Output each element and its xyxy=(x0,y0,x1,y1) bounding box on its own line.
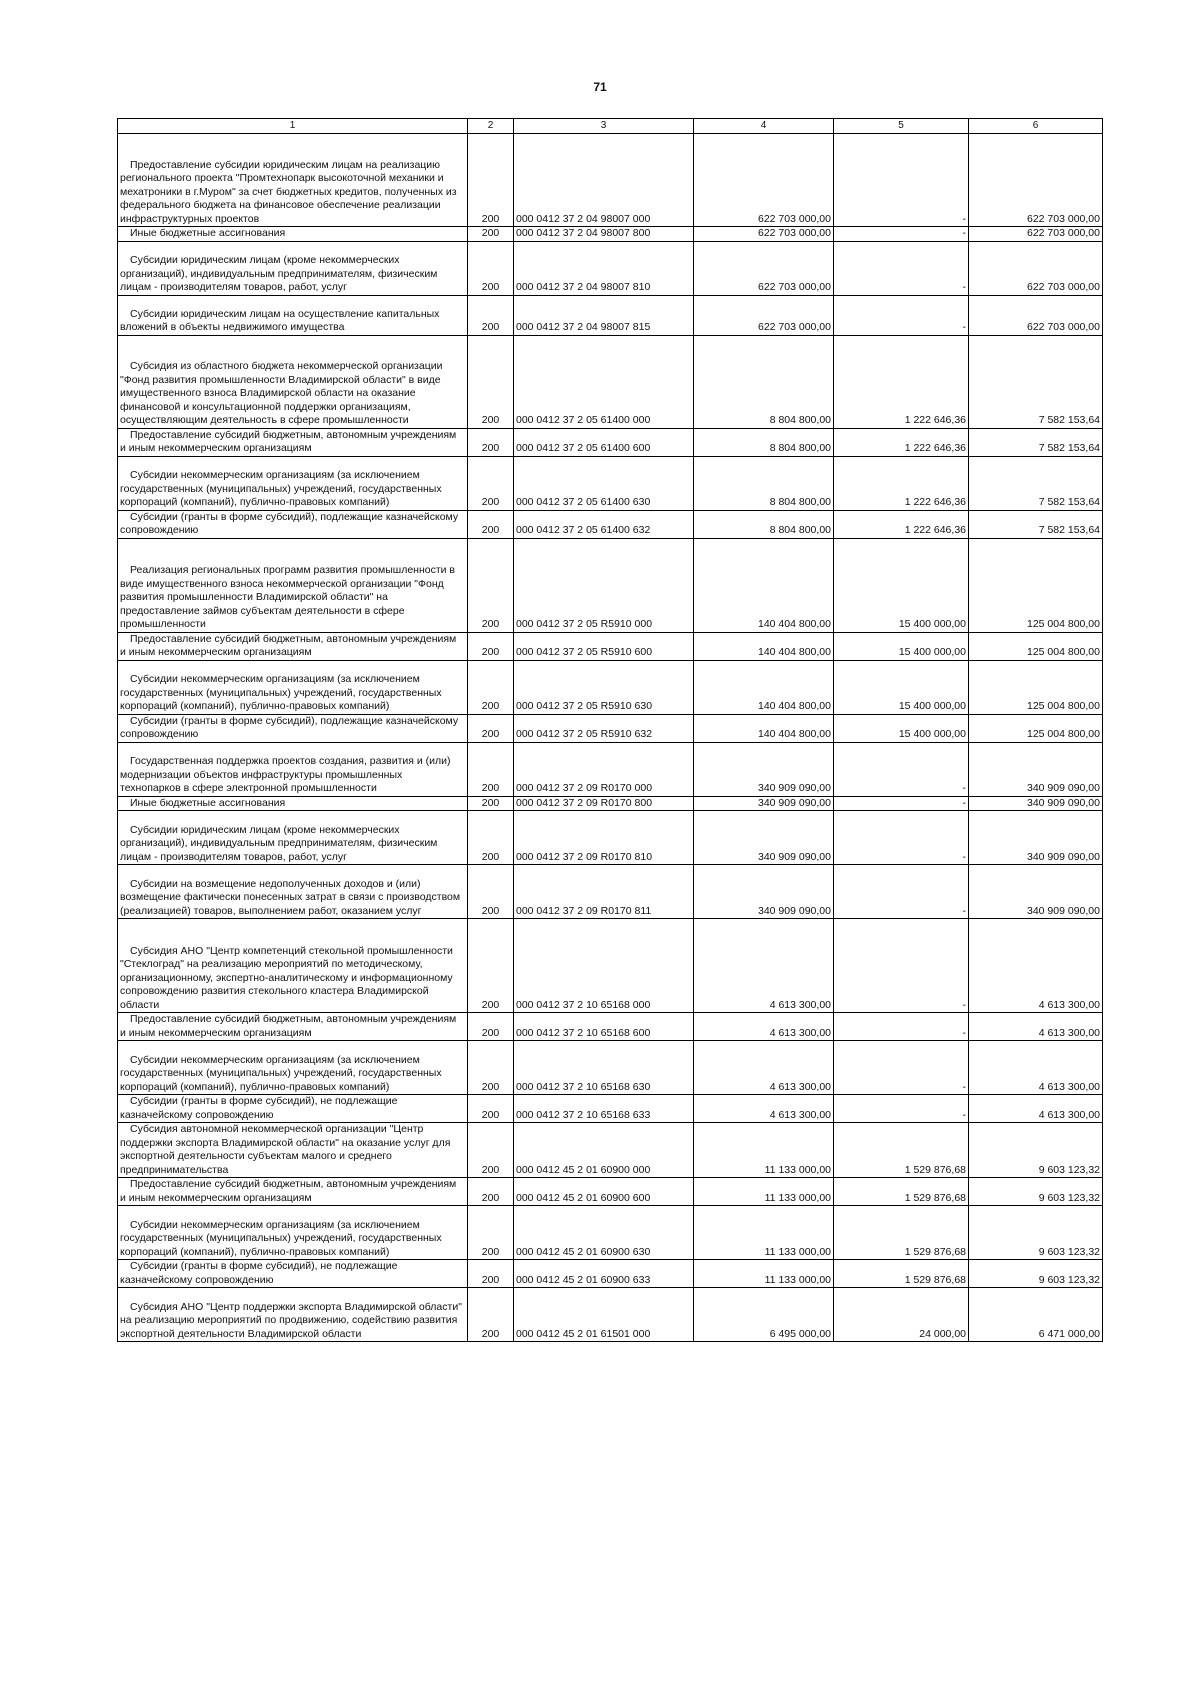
row-admin-code: 200 xyxy=(468,1123,514,1178)
row-amount-6: 9 603 123,32 xyxy=(969,1260,1103,1288)
table-row xyxy=(118,227,1103,242)
table-row xyxy=(118,335,1103,428)
row-admin-code: 200 xyxy=(468,660,514,714)
row-admin-code: 200 xyxy=(468,456,514,510)
row-amount-4: 11 133 000,00 xyxy=(694,1260,834,1288)
row-amount-6: 4 613 300,00 xyxy=(969,1041,1103,1095)
row-name: Субсидия АНО "Центр компетенций стекольной промышленности "Стеклоград" на реализацию мероприятий по методическому, организационному, экспертно-аналитическому и информационному сопровождению развития стекольного кластера Владимирской области xyxy=(118,919,468,1013)
column-header-1: 1 xyxy=(118,119,468,134)
table-row xyxy=(118,714,1103,742)
row-amount-4: 8 804 800,00 xyxy=(694,510,834,538)
row-budget-code: 000 0412 45 2 01 60900 000 xyxy=(514,1123,694,1178)
row-budget-code: 000 0412 37 2 10 65168 000 xyxy=(514,919,694,1013)
row-amount-5: - xyxy=(834,241,969,295)
row-admin-code: 200 xyxy=(468,742,514,796)
row-admin-code: 200 xyxy=(468,335,514,428)
row-name: Предоставление субсидии юридическим лицам на реализацию регионального проекта "Промтехнопарк высокоточной механики и мехатроники в г.Муром" за счет бюджетных кредитов, полученных из федерального бюджета на финансовое обеспечение реализации инфраструктурных проектов xyxy=(118,134,468,227)
row-amount-4: 11 133 000,00 xyxy=(694,1123,834,1178)
row-amount-5: - xyxy=(834,295,969,335)
row-amount-5: 15 400 000,00 xyxy=(834,714,969,742)
row-name: Предоставление субсидий бюджетным, автономным учреждениям и иным некоммерческим организациям xyxy=(118,1013,468,1041)
row-admin-code: 200 xyxy=(468,134,514,227)
row-name: Субсидии юридическим лицам на осуществление капитальных вложений в объекты недвижимого имущества xyxy=(118,295,468,335)
row-budget-code: 000 0412 37 2 05 61400 600 xyxy=(514,428,694,456)
row-amount-4: 11 133 000,00 xyxy=(694,1178,834,1206)
row-amount-4: 140 404 800,00 xyxy=(694,632,834,660)
row-amount-6: 125 004 800,00 xyxy=(969,660,1103,714)
row-admin-code: 200 xyxy=(468,1095,514,1123)
column-header-5: 5 xyxy=(834,119,969,134)
row-amount-6: 340 909 090,00 xyxy=(969,865,1103,919)
row-admin-code: 200 xyxy=(468,1178,514,1206)
table-row xyxy=(118,796,1103,811)
row-amount-5: 24 000,00 xyxy=(834,1288,969,1342)
row-budget-code: 000 0412 37 2 05 R5910 600 xyxy=(514,632,694,660)
row-name: Субсидии некоммерческим организациям (за исключением государственных (муниципальных) учреждений, государственных корпораций (компаний), публично-правовых компаний) xyxy=(118,1206,468,1260)
row-amount-4: 4 613 300,00 xyxy=(694,1041,834,1095)
budget-table-body xyxy=(118,119,1103,1342)
budget-table xyxy=(117,118,1103,1342)
table-row xyxy=(118,1288,1103,1342)
table-row xyxy=(118,538,1103,632)
row-amount-5: 1 529 876,68 xyxy=(834,1260,969,1288)
row-budget-code: 000 0412 37 2 04 98007 810 xyxy=(514,241,694,295)
row-amount-6: 4 613 300,00 xyxy=(969,1095,1103,1123)
row-admin-code: 200 xyxy=(468,538,514,632)
row-amount-5: - xyxy=(834,1041,969,1095)
row-name: Субсидии некоммерческим организациям (за исключением государственных (муниципальных) учреждений, государственных корпораций (компаний), публично-правовых компаний) xyxy=(118,660,468,714)
row-amount-4: 4 613 300,00 xyxy=(694,919,834,1013)
row-amount-4: 8 804 800,00 xyxy=(694,428,834,456)
row-name: Предоставление субсидий бюджетным, автономным учреждениям и иным некоммерческим организациям xyxy=(118,428,468,456)
row-name: Субсидии на возмещение недополученных доходов и (или) возмещение фактически понесенных затрат в связи с производством (реализацией) товаров, выполнением работ, оказанием услуг xyxy=(118,865,468,919)
row-budget-code: 000 0412 45 2 01 61501 000 xyxy=(514,1288,694,1342)
row-name: Реализация региональных программ развития промышленности в виде имущественного взноса некоммерческой организации "Фонд развития промышленности Владимирской области" на предоставление займов субъектам деятельности в сфере промышленности xyxy=(118,538,468,632)
row-budget-code: 000 0412 37 2 04 98007 800 xyxy=(514,227,694,242)
row-budget-code: 000 0412 37 2 10 65168 630 xyxy=(514,1041,694,1095)
row-amount-5: - xyxy=(834,1095,969,1123)
row-name: Субсидии (гранты в форме субсидий), не подлежащие казначейскому сопровождению xyxy=(118,1095,468,1123)
row-amount-4: 140 404 800,00 xyxy=(694,714,834,742)
row-amount-5: - xyxy=(834,134,969,227)
row-amount-5: 1 222 646,36 xyxy=(834,335,969,428)
row-name: Субсидии (гранты в форме субсидий), подлежащие казначейскому сопровождению xyxy=(118,510,468,538)
row-name: Субсидия АНО "Центр поддержки экспорта Владимирской области" на реализацию мероприятий по продвижению, содействию развития экспортной деятельности Владимирской области xyxy=(118,1288,468,1342)
row-name: Государственная поддержка проектов создания, развития и (или) модернизации объектов инфраструктуры промышленных технопарков в сфере электронной промышленности xyxy=(118,742,468,796)
table-row xyxy=(118,428,1103,456)
row-amount-4: 8 804 800,00 xyxy=(694,456,834,510)
row-amount-5: - xyxy=(834,811,969,865)
row-amount-4: 4 613 300,00 xyxy=(694,1013,834,1041)
row-budget-code: 000 0412 37 2 09 R0170 811 xyxy=(514,865,694,919)
row-admin-code: 200 xyxy=(468,241,514,295)
row-name: Субсидии (гранты в форме субсидий), не подлежащие казначейскому сопровождению xyxy=(118,1260,468,1288)
row-amount-6: 9 603 123,32 xyxy=(969,1206,1103,1260)
row-name: Субсидия из областного бюджета некоммерческой организации "Фонд развития промышленности Владимирской области" в виде имущественного взноса Владимирской области на оказание финансовой и консультационной поддержки организациям, осуществляющим деятельность в сфере промышленности xyxy=(118,335,468,428)
row-amount-4: 622 703 000,00 xyxy=(694,227,834,242)
row-budget-code: 000 0412 37 2 09 R0170 800 xyxy=(514,796,694,811)
header-row xyxy=(118,119,1103,134)
table-row xyxy=(118,1041,1103,1095)
row-amount-6: 7 582 153,64 xyxy=(969,335,1103,428)
row-amount-5: 15 400 000,00 xyxy=(834,538,969,632)
row-amount-5: - xyxy=(834,919,969,1013)
row-admin-code: 200 xyxy=(468,1206,514,1260)
row-amount-6: 125 004 800,00 xyxy=(969,632,1103,660)
row-amount-6: 622 703 000,00 xyxy=(969,295,1103,335)
row-amount-5: 1 529 876,68 xyxy=(834,1206,969,1260)
row-amount-6: 125 004 800,00 xyxy=(969,714,1103,742)
row-budget-code: 000 0412 45 2 01 60900 600 xyxy=(514,1178,694,1206)
row-amount-5: - xyxy=(834,865,969,919)
row-name: Субсидии некоммерческим организациям (за исключением государственных (муниципальных) учреждений, государственных корпораций (компаний), публично-правовых компаний) xyxy=(118,1041,468,1095)
row-amount-5: - xyxy=(834,742,969,796)
row-amount-6: 622 703 000,00 xyxy=(969,134,1103,227)
row-amount-4: 622 703 000,00 xyxy=(694,295,834,335)
row-budget-code: 000 0412 37 2 05 61400 630 xyxy=(514,456,694,510)
row-amount-5: 15 400 000,00 xyxy=(834,632,969,660)
row-amount-6: 9 603 123,32 xyxy=(969,1123,1103,1178)
row-name: Предоставление субсидий бюджетным, автономным учреждениям и иным некоммерческим организациям xyxy=(118,1178,468,1206)
row-amount-4: 11 133 000,00 xyxy=(694,1206,834,1260)
row-admin-code: 200 xyxy=(468,1013,514,1041)
row-budget-code: 000 0412 37 2 04 98007 815 xyxy=(514,295,694,335)
row-amount-6: 622 703 000,00 xyxy=(969,227,1103,242)
table-row xyxy=(118,865,1103,919)
row-admin-code: 200 xyxy=(468,227,514,242)
table-row xyxy=(118,1013,1103,1041)
row-amount-6: 340 909 090,00 xyxy=(969,796,1103,811)
row-admin-code: 200 xyxy=(468,714,514,742)
row-admin-code: 200 xyxy=(468,1288,514,1342)
table-row xyxy=(118,241,1103,295)
row-amount-4: 140 404 800,00 xyxy=(694,660,834,714)
table-row xyxy=(118,919,1103,1013)
table-row xyxy=(118,632,1103,660)
table-row xyxy=(118,1260,1103,1288)
row-amount-5: 1 222 646,36 xyxy=(834,428,969,456)
row-name: Иные бюджетные ассигнования xyxy=(118,227,468,242)
row-amount-5: 1 222 646,36 xyxy=(834,456,969,510)
row-amount-4: 340 909 090,00 xyxy=(694,811,834,865)
row-amount-4: 140 404 800,00 xyxy=(694,538,834,632)
column-header-3: 3 xyxy=(514,119,694,134)
row-budget-code: 000 0412 37 2 04 98007 000 xyxy=(514,134,694,227)
row-name: Субсидия автономной некоммерческой организации "Центр поддержки экспорта Владимирской области" на оказание услуг для экспортной деятельности субъектам малого и среднего предпринимательства xyxy=(118,1123,468,1178)
row-admin-code: 200 xyxy=(468,1260,514,1288)
row-amount-6: 7 582 153,64 xyxy=(969,456,1103,510)
row-name: Субсидии (гранты в форме субсидий), подлежащие казначейскому сопровождению xyxy=(118,714,468,742)
row-budget-code: 000 0412 37 2 10 65168 633 xyxy=(514,1095,694,1123)
row-amount-4: 340 909 090,00 xyxy=(694,742,834,796)
row-admin-code: 200 xyxy=(468,865,514,919)
row-amount-6: 7 582 153,64 xyxy=(969,510,1103,538)
row-admin-code: 200 xyxy=(468,295,514,335)
row-amount-4: 340 909 090,00 xyxy=(694,796,834,811)
row-budget-code: 000 0412 37 2 09 R0170 810 xyxy=(514,811,694,865)
table-row xyxy=(118,742,1103,796)
table-row xyxy=(118,134,1103,227)
row-budget-code: 000 0412 37 2 05 61400 632 xyxy=(514,510,694,538)
table-row xyxy=(118,1206,1103,1260)
row-admin-code: 200 xyxy=(468,510,514,538)
row-amount-4: 6 495 000,00 xyxy=(694,1288,834,1342)
row-amount-6: 4 613 300,00 xyxy=(969,1013,1103,1041)
row-amount-6: 340 909 090,00 xyxy=(969,742,1103,796)
table-row xyxy=(118,811,1103,865)
row-amount-4: 340 909 090,00 xyxy=(694,865,834,919)
row-admin-code: 200 xyxy=(468,811,514,865)
row-name: Субсидии некоммерческим организациям (за исключением государственных (муниципальных) учреждений, государственных корпораций (компаний), публично-правовых компаний) xyxy=(118,456,468,510)
row-amount-5: 1 529 876,68 xyxy=(834,1178,969,1206)
row-amount-4: 4 613 300,00 xyxy=(694,1095,834,1123)
row-amount-4: 8 804 800,00 xyxy=(694,335,834,428)
table-row xyxy=(118,456,1103,510)
row-name: Предоставление субсидий бюджетным, автономным учреждениям и иным некоммерческим организациям xyxy=(118,632,468,660)
table-row xyxy=(118,1123,1103,1178)
row-budget-code: 000 0412 37 2 05 61400 000 xyxy=(514,335,694,428)
row-amount-6: 4 613 300,00 xyxy=(969,919,1103,1013)
row-amount-6: 7 582 153,64 xyxy=(969,428,1103,456)
row-amount-6: 9 603 123,32 xyxy=(969,1178,1103,1206)
table-row xyxy=(118,510,1103,538)
row-admin-code: 200 xyxy=(468,428,514,456)
row-amount-5: 15 400 000,00 xyxy=(834,660,969,714)
row-budget-code: 000 0412 37 2 05 R5910 630 xyxy=(514,660,694,714)
row-name: Субсидии юридическим лицам (кроме некоммерческих организаций), индивидуальным предпринимателям, физическим лицам - производителям товаров, работ, услуг xyxy=(118,811,468,865)
row-amount-5: 1 222 646,36 xyxy=(834,510,969,538)
table-row xyxy=(118,1095,1103,1123)
row-amount-5: 1 529 876,68 xyxy=(834,1123,969,1178)
row-amount-4: 622 703 000,00 xyxy=(694,134,834,227)
row-amount-6: 125 004 800,00 xyxy=(969,538,1103,632)
row-amount-6: 340 909 090,00 xyxy=(969,811,1103,865)
row-budget-code: 000 0412 37 2 09 R0170 000 xyxy=(514,742,694,796)
row-admin-code: 200 xyxy=(468,632,514,660)
column-header-4: 4 xyxy=(694,119,834,134)
row-amount-5: - xyxy=(834,227,969,242)
row-budget-code: 000 0412 45 2 01 60900 630 xyxy=(514,1206,694,1260)
row-amount-5: - xyxy=(834,1013,969,1041)
row-admin-code: 200 xyxy=(468,919,514,1013)
page-number: 71 xyxy=(593,80,607,94)
row-budget-code: 000 0412 37 2 05 R5910 000 xyxy=(514,538,694,632)
row-budget-code: 000 0412 37 2 05 R5910 632 xyxy=(514,714,694,742)
row-name: Иные бюджетные ассигнования xyxy=(118,796,468,811)
row-amount-5: - xyxy=(834,796,969,811)
table-row xyxy=(118,295,1103,335)
column-header-2: 2 xyxy=(468,119,514,134)
row-admin-code: 200 xyxy=(468,796,514,811)
row-budget-code: 000 0412 45 2 01 60900 633 xyxy=(514,1260,694,1288)
row-amount-4: 622 703 000,00 xyxy=(694,241,834,295)
table-row xyxy=(118,1178,1103,1206)
table-row xyxy=(118,660,1103,714)
row-budget-code: 000 0412 37 2 10 65168 600 xyxy=(514,1013,694,1041)
row-amount-6: 6 471 000,00 xyxy=(969,1288,1103,1342)
row-admin-code: 200 xyxy=(468,1041,514,1095)
row-name: Субсидии юридическим лицам (кроме некоммерческих организаций), индивидуальным предпринимателям, физическим лицам - производителям товаров, работ, услуг xyxy=(118,241,468,295)
column-header-6: 6 xyxy=(969,119,1103,134)
row-amount-6: 622 703 000,00 xyxy=(969,241,1103,295)
